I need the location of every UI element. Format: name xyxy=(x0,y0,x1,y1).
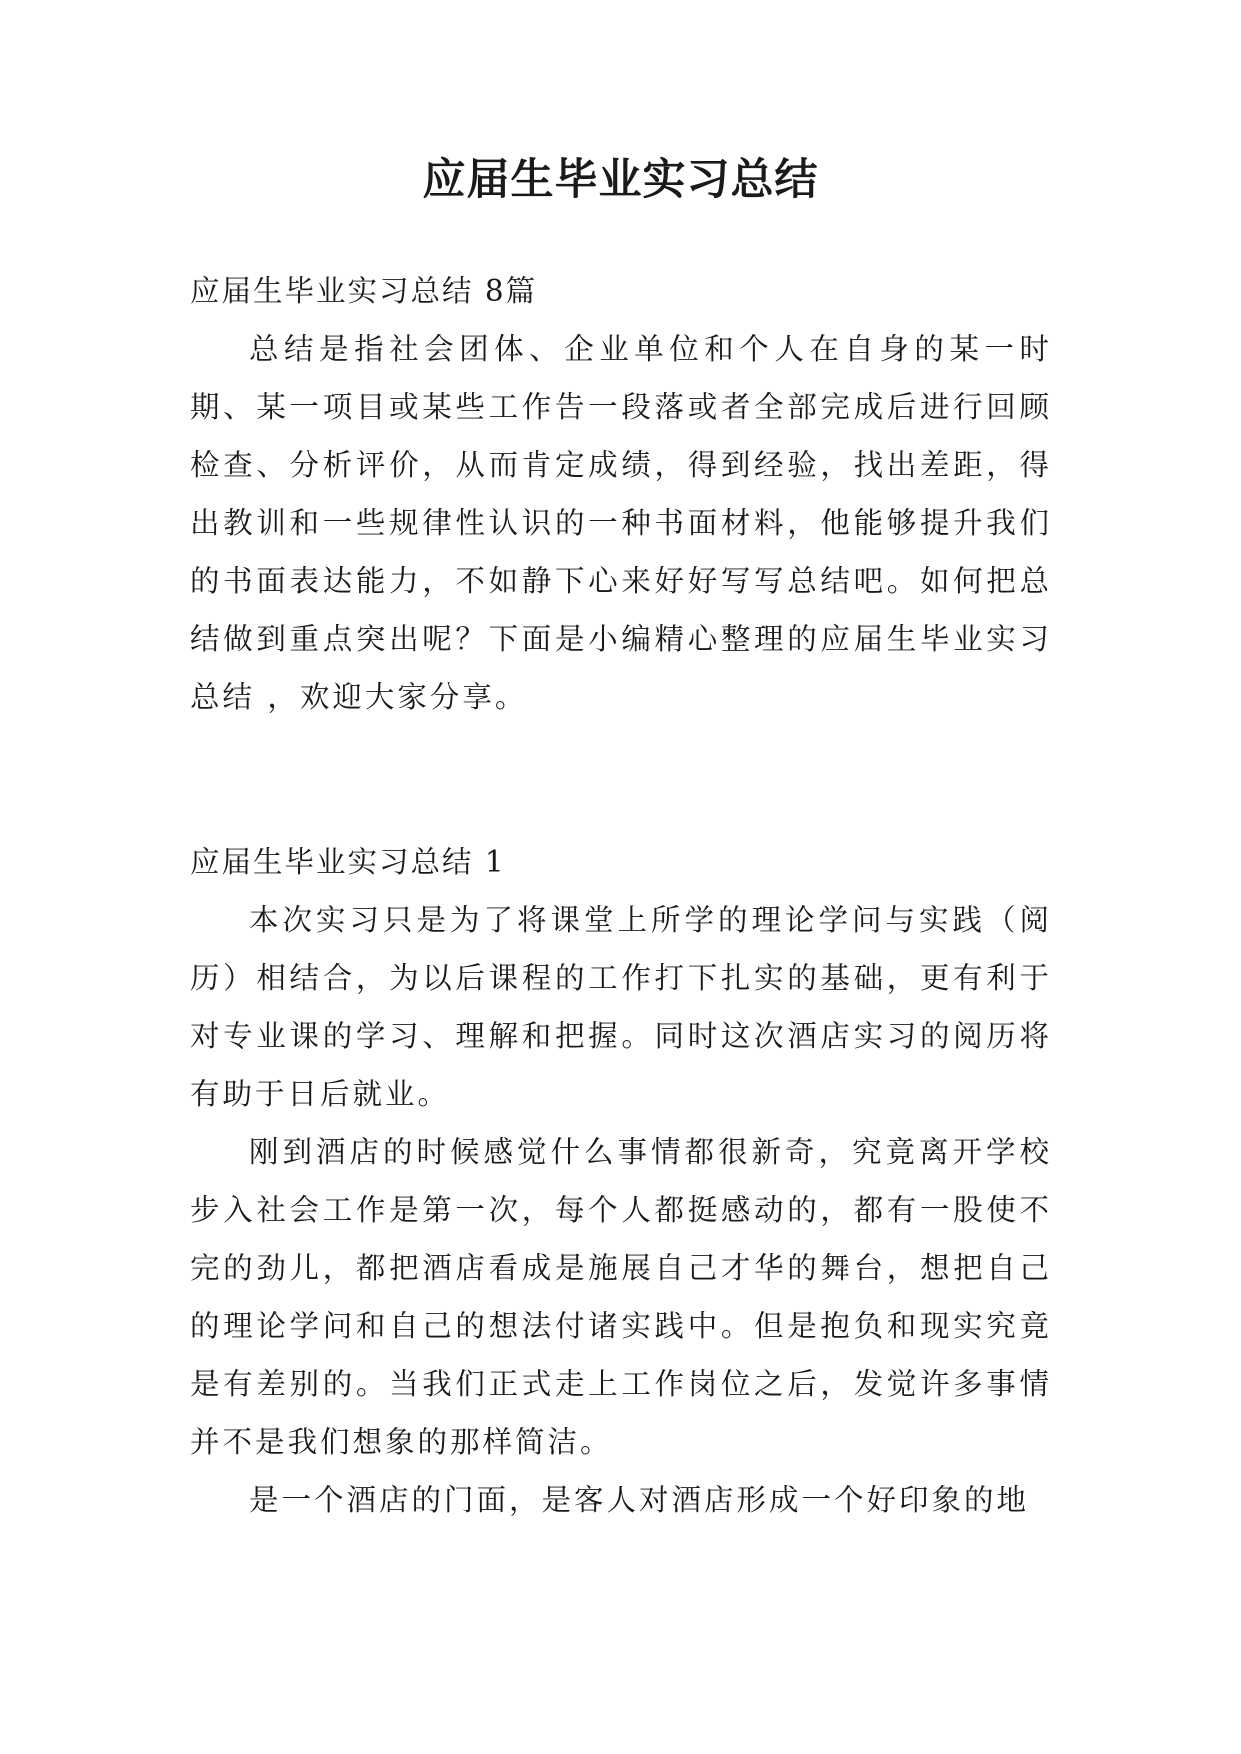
section-1-paragraph: 是一个酒店的门面，是客人对酒店形成一个好印象的地 xyxy=(249,1483,1030,1517)
section-1-heading: 应届生毕业实习总结 1 xyxy=(190,845,506,879)
section-1-paragraph: 本次实习只是为了将课堂上所学的理论学问与实践（阅历）相结合，为以后课程的工作打下扎实的基础，更有利于对专业课的学习、理解和把握。同时这次酒店实习的阅历将有助于日后就业。 xyxy=(190,903,1052,1111)
section-1 xyxy=(190,833,1052,1529)
section-1-paragraph: 刚到酒店的时候感觉什么事情都很新奇，究竟离开学校步入社会工作是第一次，每个人都挺感动的，都有一股使不完的劲儿，都把酒店看成是施展自己才华的舞台，想把自己的理论学问和自己的想法付诸实践中。但是抱负和现实究竟是有差别的。当我们正式走上工作岗位之后，发觉许多事情并不是我们想象的那样简洁。 xyxy=(190,1135,1052,1459)
intro-heading: 应届生毕业实习总结 8篇 xyxy=(190,274,538,308)
intro-paragraph: 总结是指社会团体、企业单位和个人在自身的某一时期、某一项目或某些工作告一段落或者全部完成后进行回顾检查、分析评价，从而肯定成绩，得到经验，找出差距，得出教训和一些规律性认识的一种书面材料，他能够提升我们的书面表达能力，不如静下心来好好写写总结吧。如何把总结做到重点突出呢？下面是小编精心整理的应届生毕业实习总结 ，欢迎大家分享。 xyxy=(190,332,1052,714)
intro-section xyxy=(190,262,1052,726)
document-title: 应届生毕业实习总结 xyxy=(422,155,819,205)
